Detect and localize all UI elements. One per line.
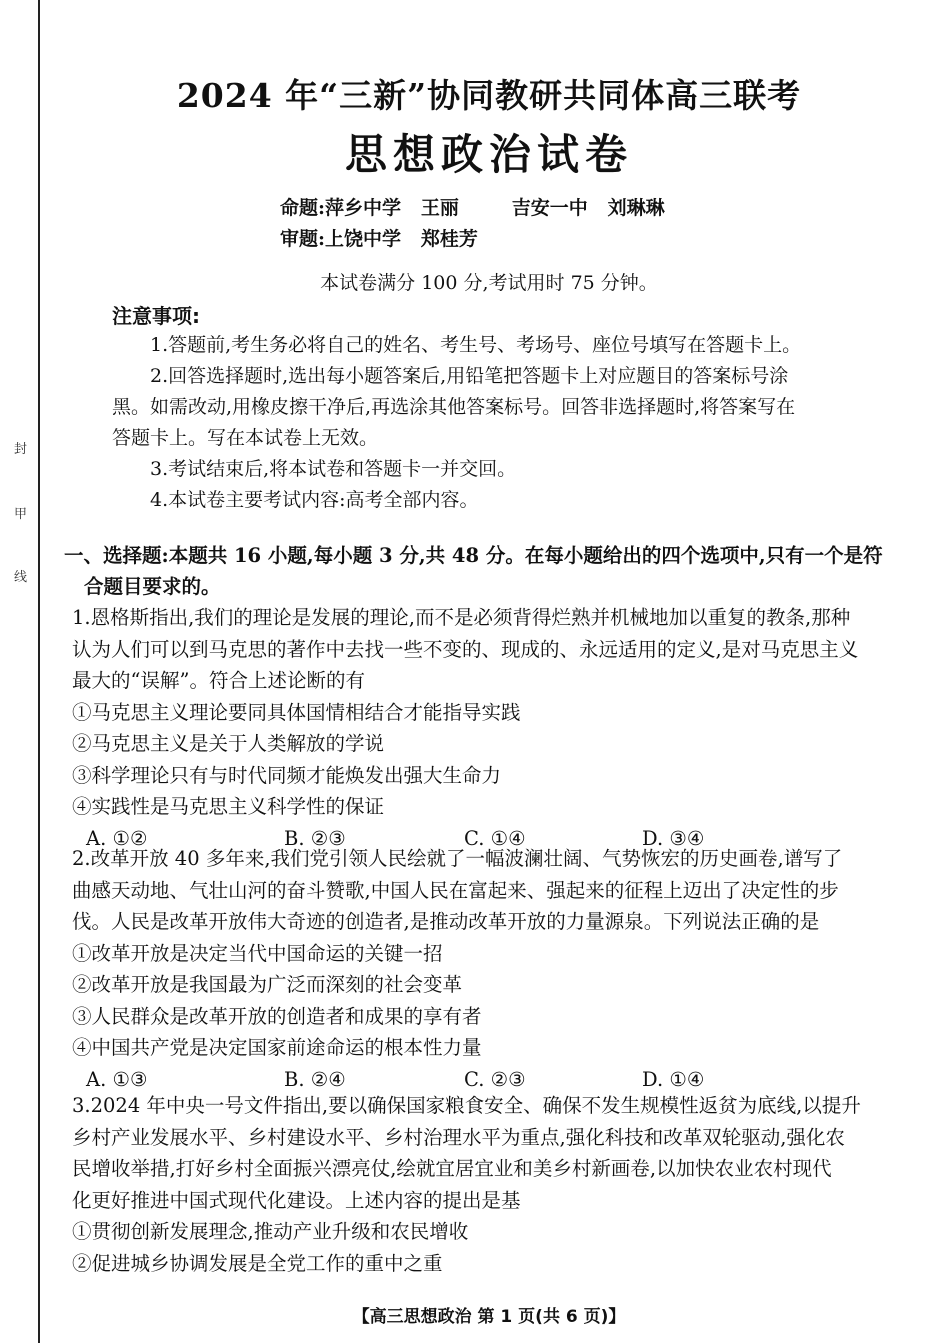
notice-heading: 注意事项: [112, 304, 200, 328]
notice-item: 3.考试结束后,将本试卷和答题卡一并交回。 [150, 458, 517, 480]
page-footer: 【高三思想政治 第 1 页(共 6 页)】 [352, 1307, 626, 1327]
credit-line-setters: 命题:萍乡中学 王丽 吉安一中 刘琳琳 [280, 197, 665, 219]
section-heading-line: 合题目要求的。 [84, 575, 221, 598]
question-option: ④中国共产党是决定国家前途命运的根本性力量 [72, 1036, 482, 1059]
answer-choice-c: C. ①④ [464, 826, 526, 850]
question-option: ②马克思主义是关于人类解放的学说 [72, 732, 385, 755]
notice-item: 答题卡上。写在本试卷上无效。 [112, 427, 379, 449]
question-option: ①改革开放是决定当代中国命运的关键一招 [72, 941, 443, 965]
margin-mark-2: 甲 [14, 507, 28, 522]
notice-list [112, 330, 884, 516]
question-option: ③科学理论只有与时代同频才能焕发出强大生命力 [72, 763, 502, 787]
question-option: ①贯彻创新发展理念,推动产业升级和农民增收 [72, 1220, 469, 1243]
question-1 [72, 602, 892, 854]
question-stem: 乡村产业发展水平、乡村建设水平、乡村治理水平为重点,强化科技和改革双轮驱动,强化农 [72, 1125, 845, 1149]
question-option: ②促进城乡协调发展是全党工作的重中之重 [72, 1251, 443, 1275]
question-option: ④实践性是马克思主义科学性的保证 [72, 795, 385, 818]
credit-line-reviewer: 审题:上饶中学 郑桂芳 [280, 228, 478, 250]
subject-title: 思想政治试卷 [344, 130, 633, 179]
binding-line [38, 0, 40, 1343]
question-stem: 认为人们可以到马克思的著作中去找一些不变的、现成的、永远适用的定义,是对马克思主义 [72, 637, 859, 661]
answer-choice-c: C. ②③ [464, 1067, 526, 1091]
score-note: 本试卷满分 100 分,考试用时 75 分钟。 [320, 272, 658, 294]
exam-title: 2024 年“三新”协同教研共同体高三联考 [176, 76, 802, 115]
notice-item: 4.本试卷主要考试内容:高考全部内容。 [150, 489, 479, 511]
question-stem: 民增收举措,打好乡村全面振兴漂亮仗,绘就宜居宜业和美乡村新画卷,以加快农业农村现代 [72, 1157, 832, 1180]
question-stem: 伐。人民是改革开放伟大奇迹的创造者,是推动改革开放的力量源泉。下列说法正确的是 [72, 910, 820, 933]
margin-mark-3: 线 [14, 570, 28, 585]
notice-item: 2.回答选择题时,选出每小题答案后,用铅笔把答题卡上对应题目的答案标号涂 [150, 365, 789, 387]
question-option: ②改革开放是我国最为广泛而深刻的社会变革 [72, 973, 463, 996]
question-3 [72, 1090, 892, 1279]
question-stem: 1.恩格斯指出,我们的理论是发展的理论,而不是必须背得烂熟并机械地加以重复的教条,那种 [72, 606, 851, 629]
question-stem: 曲感天动地、气壮山河的奋斗赞歌,中国人民在富起来、强起来的征程上迈出了决定性的步 [72, 878, 839, 902]
answer-choice-b: B. ②④ [284, 1067, 346, 1091]
answer-choice-d: D. ③④ [642, 826, 705, 850]
question-option: ①马克思主义理论要同具体国情相结合才能指导实践 [72, 700, 521, 724]
section-heading [64, 540, 898, 602]
question-stem: 2.改革开放 40 多年来,我们党引领人民绘就了一幅波澜壮阔、气势恢宏的历史画卷,谱写了 [72, 847, 843, 870]
answer-choice-b: B. ②③ [284, 826, 346, 850]
notice-item: 黑。如需改动,用橡皮擦干净后,再选涂其他答案标号。回答非选择题时,将答案写在 [112, 396, 796, 418]
answer-choice-a: A. ①② [86, 826, 148, 850]
question-option: ③人民群众是改革开放的创造者和成果的享有者 [72, 1004, 482, 1028]
question-stem: 化更好推进中国式现代化建设。上述内容的提出是基 [72, 1188, 521, 1212]
margin-mark-1: 封 [14, 442, 28, 457]
section-heading-line: 一、选择题:本题共 16 小题,每小题 3 分,共 48 分。在每小题给出的四个选项中,只有一个是符 [64, 544, 883, 567]
answer-choice-d: D. ①④ [642, 1067, 705, 1091]
answer-choice-a: A. ①③ [86, 1067, 148, 1091]
question-stem: 最大的“误解”。符合上述论断的有 [72, 669, 365, 692]
notice-item: 1.答题前,考生务必将自己的姓名、考生号、考场号、座位号填写在答题卡上。 [150, 334, 802, 356]
question-2 [72, 843, 892, 1095]
question-stem: 3.2024 年中央一号文件指出,要以确保国家粮食安全、确保不发生规模性返贫为底线,以提升 [72, 1094, 861, 1117]
